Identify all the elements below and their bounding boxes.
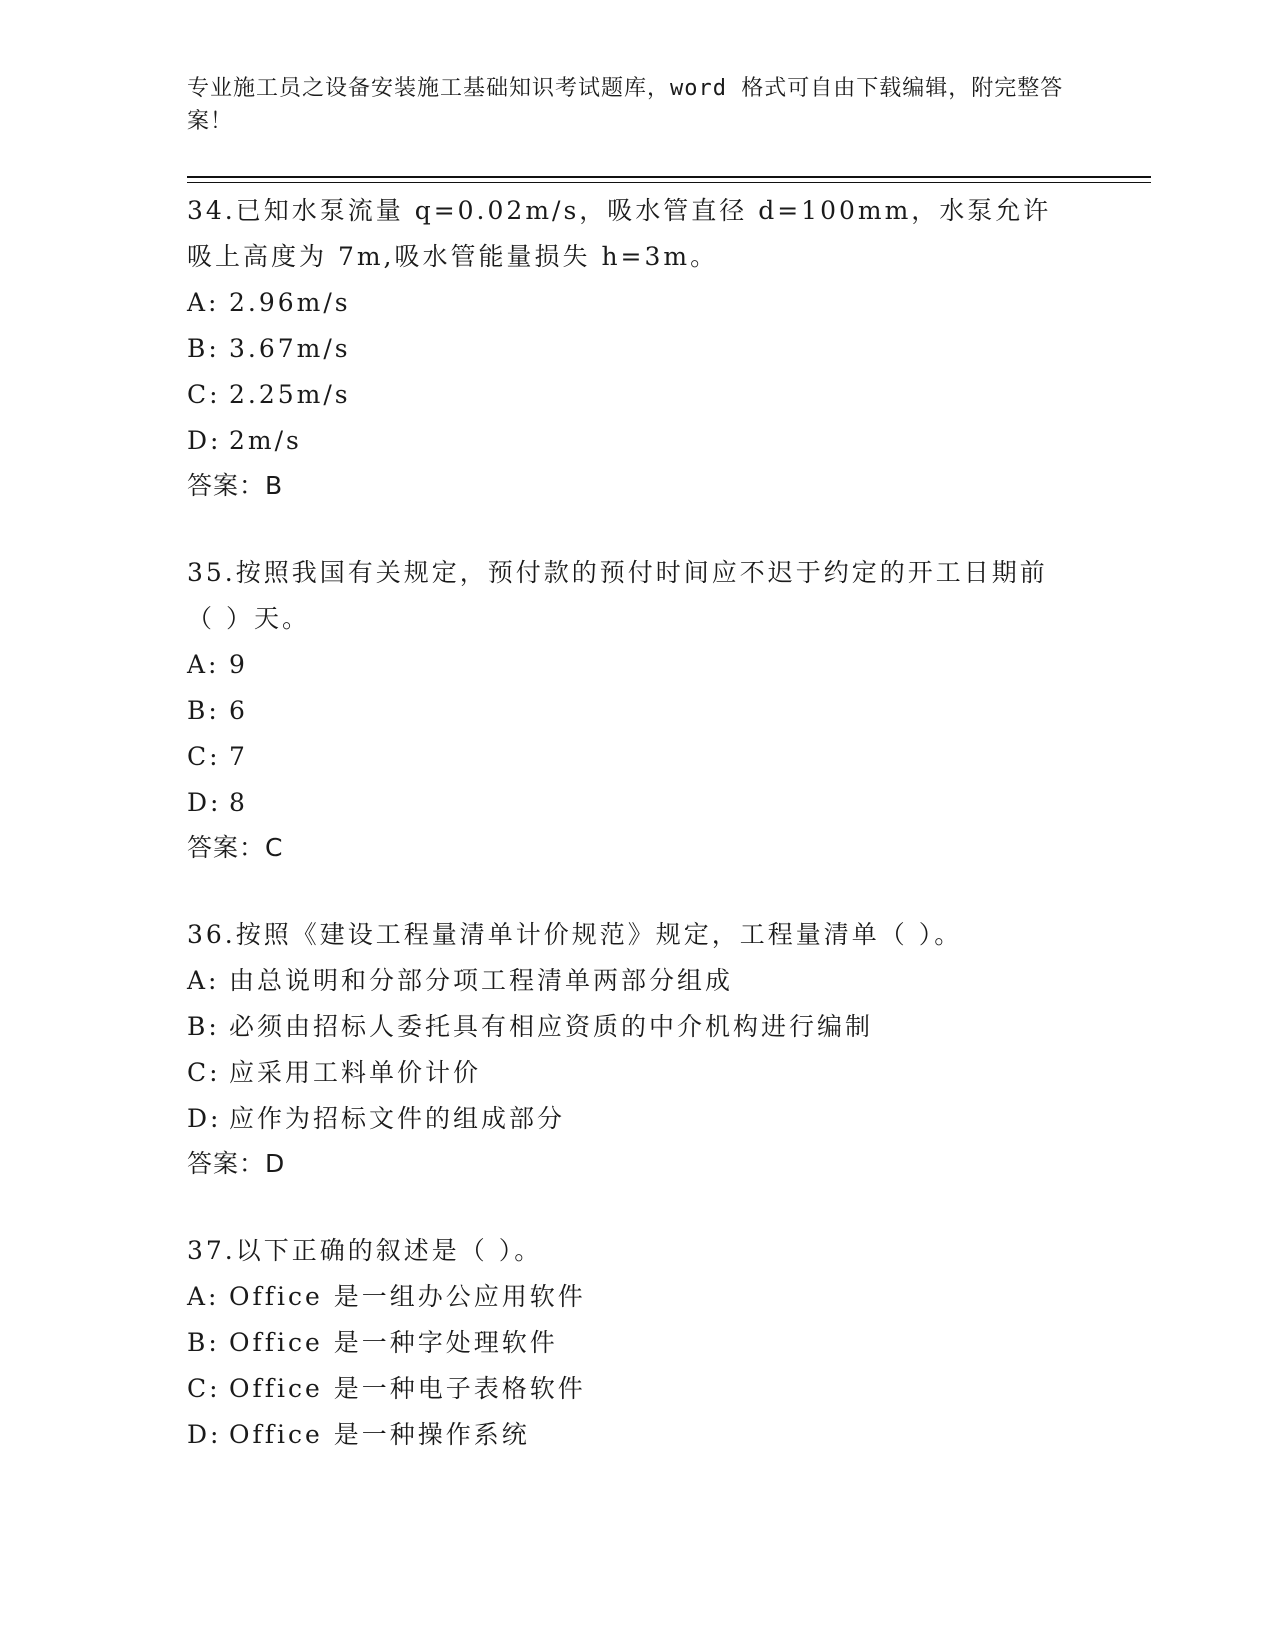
- option-text: Office 是一种字处理软件: [229, 1328, 558, 1357]
- option-c: [187, 734, 1087, 780]
- option-a: [187, 280, 1087, 326]
- option-c: [187, 1366, 1087, 1412]
- option-a: [187, 1274, 1087, 1320]
- option-a: [187, 642, 1087, 688]
- option-text: 6: [229, 696, 248, 725]
- option-letter: A:: [187, 966, 220, 995]
- option-d: [187, 780, 1087, 826]
- option-letter: C:: [187, 742, 221, 771]
- option-text: Office 是一组办公应用软件: [229, 1282, 586, 1311]
- answer-label: 答案：D: [187, 1149, 286, 1178]
- question-text: 35.按照我国有关规定，预付款的预付时间应不迟于约定的开工日期前（ ）天。: [187, 558, 1048, 633]
- option-text: Office 是一种电子表格软件: [229, 1374, 586, 1403]
- question-36: [187, 912, 1087, 1186]
- option-letter: D:: [187, 1420, 222, 1449]
- option-b: [187, 688, 1087, 734]
- answer-label: 答案：C: [187, 833, 284, 862]
- option-text: 3.67m/s: [229, 334, 351, 363]
- option-d: [187, 1412, 1087, 1458]
- option-letter: A:: [187, 1282, 220, 1311]
- question-34: [187, 188, 1087, 508]
- option-b: [187, 1004, 1087, 1050]
- option-letter: B:: [187, 334, 220, 363]
- question-text: 36.按照《建设工程量清单计价规范》规定，工程量清单（ ）。: [187, 920, 963, 949]
- option-text: 应作为招标文件的组成部分: [229, 1104, 566, 1133]
- option-text: Office 是一种操作系统: [229, 1420, 530, 1449]
- answer-label: 答案：B: [187, 471, 284, 500]
- option-b: [187, 326, 1087, 372]
- option-text: 必须由招标人委托具有相应资质的中介机构进行编制: [229, 1012, 874, 1041]
- option-text: 2m/s: [229, 426, 302, 455]
- question-35: [187, 550, 1087, 870]
- question-text: 37.以下正确的叙述是（ ）。: [187, 1236, 543, 1265]
- question-list: [187, 188, 1087, 1500]
- option-d: [187, 1096, 1087, 1142]
- option-letter: C:: [187, 1374, 221, 1403]
- option-c: [187, 1050, 1087, 1096]
- option-b: [187, 1320, 1087, 1366]
- option-letter: A:: [187, 288, 220, 317]
- option-text: 应采用工料单价计价: [229, 1058, 482, 1087]
- option-text: 2.25m/s: [229, 380, 351, 409]
- option-letter: A:: [187, 650, 220, 679]
- option-letter: B:: [187, 696, 220, 725]
- document-header: 专业施工员之设备安装施工基础知识考试题库，word 格式可自由下载编辑，附完整答案！: [187, 76, 1064, 134]
- question-37: [187, 1228, 1087, 1458]
- option-letter: B:: [187, 1328, 220, 1357]
- option-text: 2.96m/s: [229, 288, 351, 317]
- option-d: [187, 418, 1087, 464]
- option-letter: C:: [187, 1058, 221, 1087]
- option-text: 8: [229, 788, 248, 817]
- option-letter: D:: [187, 788, 222, 817]
- option-text: 由总说明和分部分项工程清单两部分组成: [229, 966, 734, 995]
- option-c: [187, 372, 1087, 418]
- option-text: 9: [229, 650, 248, 679]
- option-letter: B:: [187, 1012, 220, 1041]
- question-text: 34.已知水泵流量 q=0.02m/s，吸水管直径 d=100mm，水泵允许吸上高度为 7m,吸水管能量损失 h=3m。: [187, 196, 1052, 271]
- option-text: 7: [229, 742, 248, 771]
- option-letter: C:: [187, 380, 221, 409]
- option-letter: D:: [187, 1104, 222, 1133]
- option-a: [187, 958, 1087, 1004]
- option-letter: D:: [187, 426, 222, 455]
- header-divider-thick: [187, 176, 1151, 178]
- header-divider-thin: [187, 182, 1151, 183]
